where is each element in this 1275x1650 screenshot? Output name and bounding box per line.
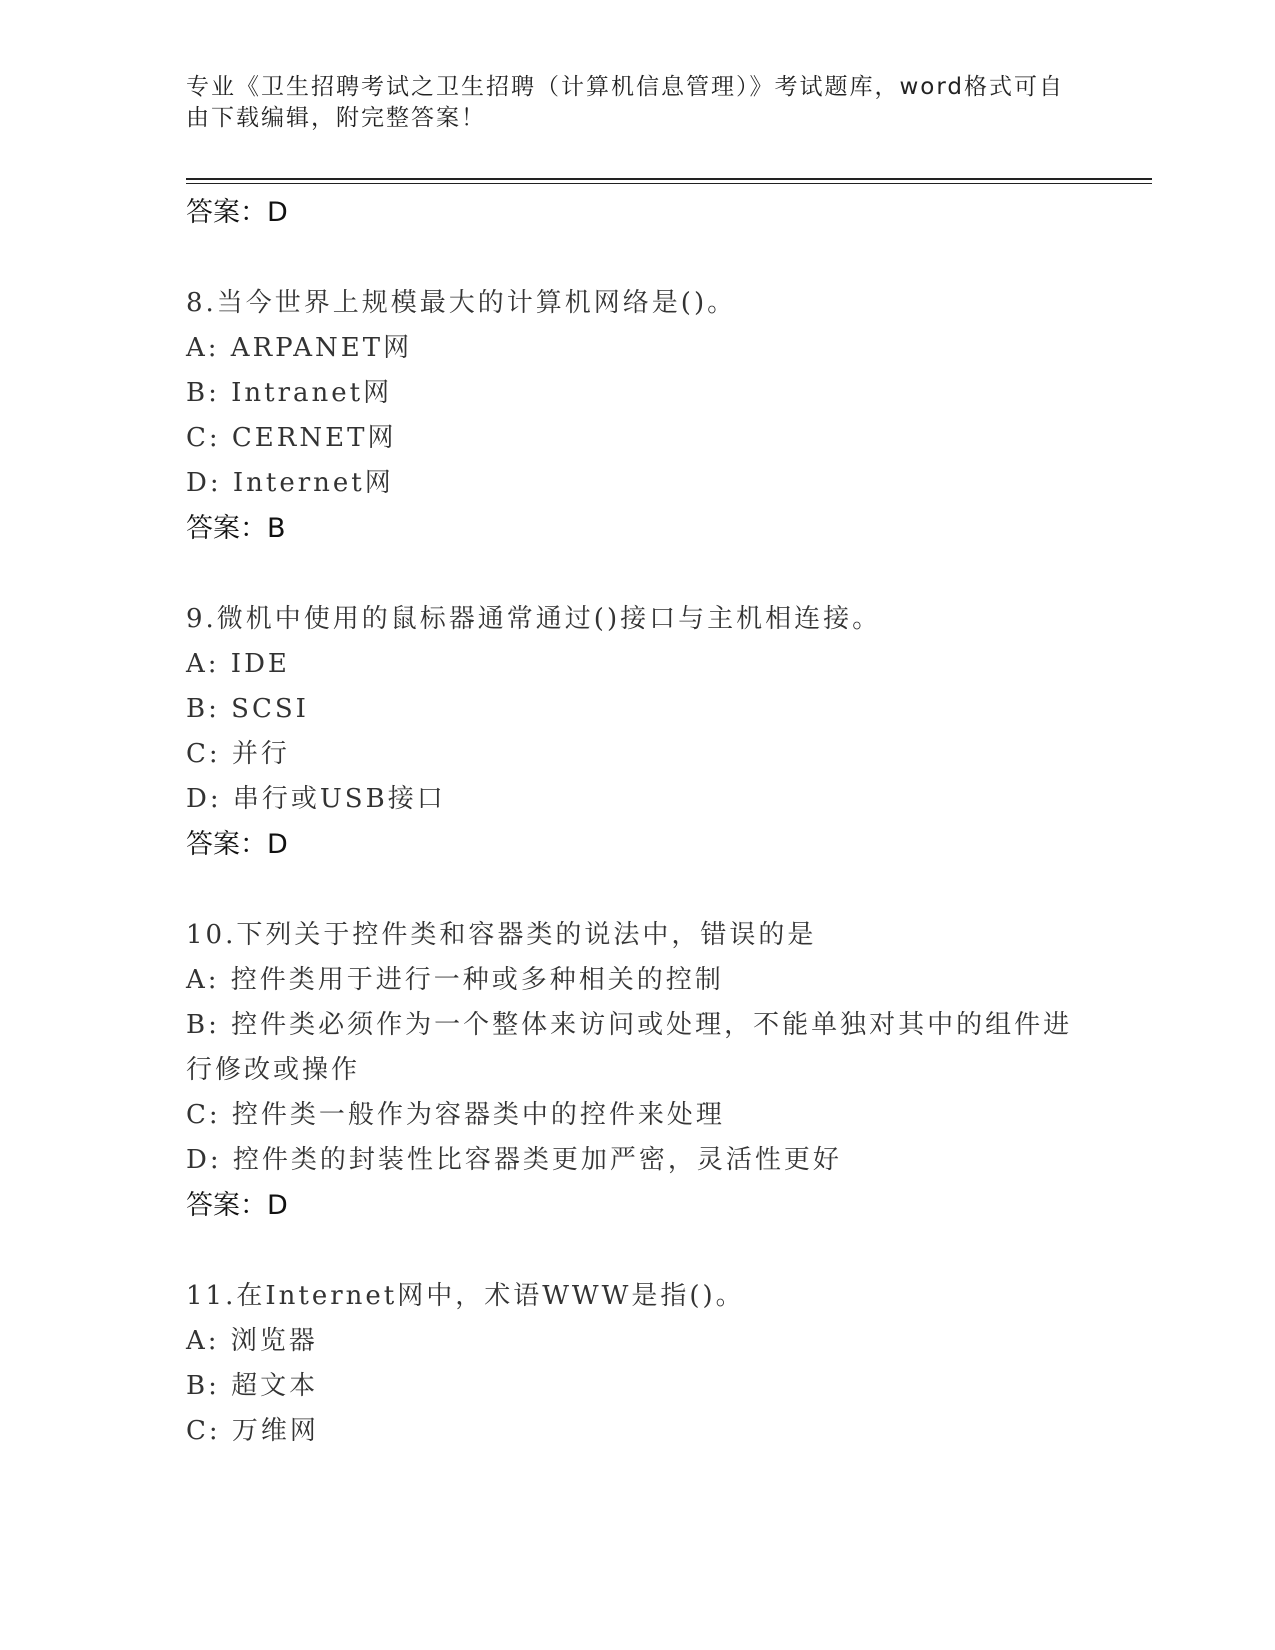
answer-line: 答案：D [186, 1190, 288, 1221]
question-10 [186, 913, 1086, 1228]
answer-line: 答案：B [186, 513, 286, 544]
answer-line: 答案：D [186, 197, 288, 228]
question-11 [186, 1274, 1086, 1454]
document-header [186, 72, 1066, 134]
question-8 [186, 281, 1086, 551]
header-divider-thin [186, 183, 1152, 184]
question-text: 8.当今世界上规模最大的计算机网络是()。 [186, 288, 737, 318]
header-divider [186, 178, 1152, 180]
option-b: B: 控件类必须作为一个整体来访问或处理，不能单独对其中的组件进行修改或操作 [186, 1010, 1073, 1085]
option-b: B: Intranet网 [186, 378, 393, 408]
option-d: D: 控件类的封装性比容器类更加严密，灵活性更好 [186, 1145, 842, 1175]
option-c: C: 万维网 [186, 1416, 319, 1446]
question-text: 10.下列关于控件类和容器类的说法中，错误的是 [186, 920, 817, 950]
header-line-2: 由下载编辑，附完整答案！ [186, 105, 486, 131]
option-a: A: IDE [186, 649, 290, 679]
option-a: A: 控件类用于进行一种或多种相关的控制 [186, 965, 724, 995]
option-a: A: ARPANET网 [186, 333, 413, 363]
option-b: B: 超文本 [186, 1371, 319, 1401]
option-d: D: 串行或USB接口 [186, 784, 446, 814]
option-d: D: Internet网 [186, 468, 394, 498]
question-text: 11.在Internet网中，术语WWW是指()。 [186, 1281, 745, 1311]
header-line-1: 专业《卫生招聘考试之卫生招聘（计算机信息管理）》考试题库，word格式可自 [186, 74, 1065, 100]
question-9 [186, 597, 1086, 867]
option-c: C: CERNET网 [186, 423, 397, 453]
option-b: B: SCSI [186, 694, 309, 724]
question-text: 9.微机中使用的鼠标器通常通过()接口与主机相连接。 [186, 604, 882, 634]
option-c: C: 并行 [186, 739, 290, 769]
answer-line: 答案：D [186, 829, 288, 860]
option-c: C: 控件类一般作为容器类中的控件来处理 [186, 1100, 725, 1130]
option-a: A: 浏览器 [186, 1326, 318, 1356]
question-list [186, 190, 1086, 1454]
